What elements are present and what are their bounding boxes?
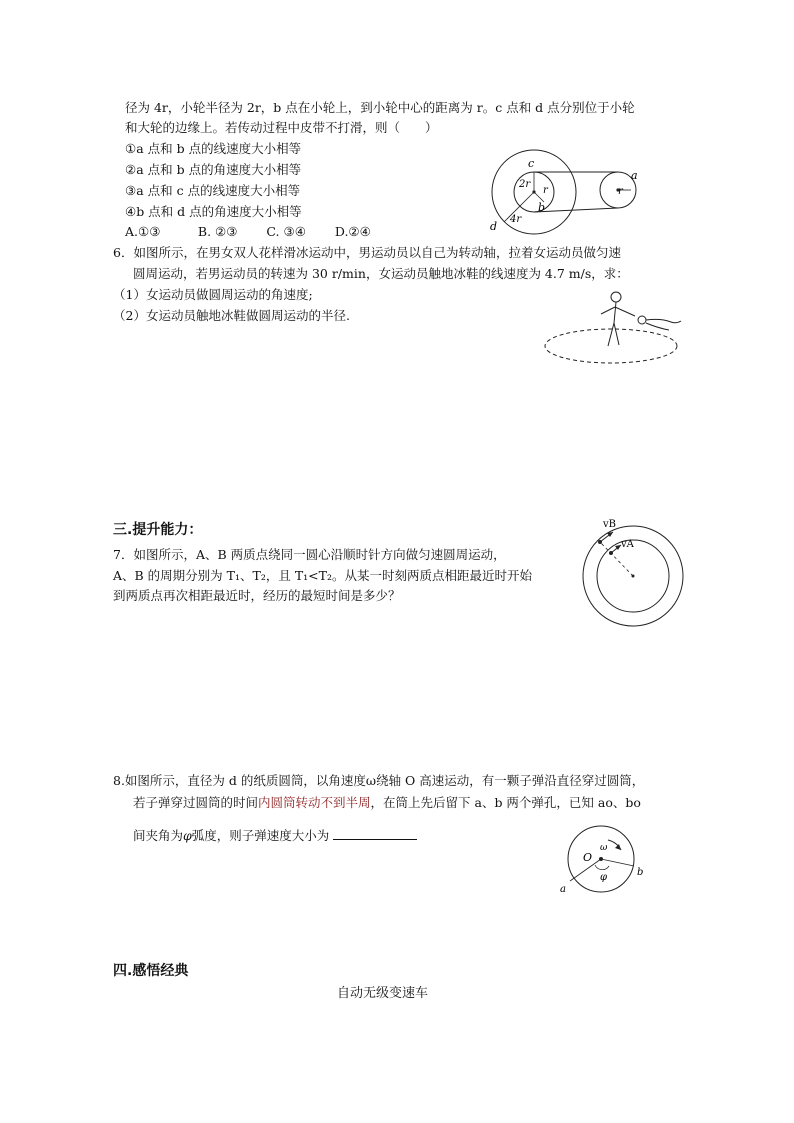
q6-sub2: （2）女运动员触地冰鞋做圆周运动的半径. [113,308,350,323]
label-r-small: r [543,185,548,196]
q8-highlight: 内圆筒转动不到半周 [258,795,371,810]
label-vb: vB [603,519,616,530]
label-c: c [528,157,535,170]
section4-heading: 四.感悟经典 [113,963,189,979]
label-o: O [583,851,593,864]
label-va: vA [621,539,634,550]
q7-line1: 7．如图所示，A、B 两质点绕同一圆心沿顺时针方向做匀速圆周运动， [113,547,506,562]
q7-line2: A、B 的周期分别为 T₁、T₂，且 T₁<T₂。从某一时刻两质点相距最近时开始 [113,568,533,583]
label-d: d [490,220,498,233]
q5-option-4: ④b 点和 d 点的角速度大小相等 [125,204,302,219]
q6-skaters-figure [543,288,683,368]
label-b: b [538,201,546,214]
q6-sub1: （1）女运动员做圆周运动的角速度; [113,287,313,302]
label-r-right: r [618,186,623,197]
label-a: a [560,884,566,895]
q5-option-1: ①a 点和 b 点的线速度大小相等 [125,141,302,156]
label-4r: 4r [510,214,522,225]
q5-choices: A.①③ B. ②③ C. ③④ D.②④ [125,224,371,239]
label-a: a [631,169,638,182]
q7-line3: 到两质点再次相距最近时，经历的最短时间是多少？ [113,588,401,603]
label-phi: φ [600,872,608,883]
q5-line2: 和大轮的边缘上。若传动过程中皮带不打滑，则（ ） [125,120,438,135]
q8-line3: 间夹角为φ弧度，则子弹速度大小为 [133,826,417,846]
q8-line1: 8.如图所示，直径为 d 的纸质圆筒，以角速度ω绕轴 O 高速运动，有一颗子弹沿直径穿过圆筒， [113,773,645,788]
q8-cylinder-figure [558,828,658,898]
label-2r: 2r [519,179,531,190]
label-b: b [637,867,644,878]
q8-phi: φ [183,828,192,843]
q8-line2: 若子弹穿过圆筒的时间内圆筒转动不到半周，在筒上先后留下 a、b 两个弹孔，已知 ao、bo [133,795,641,810]
q6-line1: 6．如图所示，在男女双人花样滑冰运动中，男运动员以自己为转动轴，拉着女运动员做匀速 [113,245,621,260]
q5-line1: 径为 4r，小轮半径为 2r，b 点在小轮上，到小轮中心的距离为 r。c 点和 d 点分别位于小轮 [125,100,635,115]
q5-option-3: ③a 点和 c 点的线速度大小相等 [125,183,301,198]
section4-subtitle: 自动无级变速车 [337,986,429,1001]
q5-option-2: ②a 点和 b 点的角速度大小相等 [125,162,302,177]
q6-line2: 圆周运动，若男运动员的转速为 30 r/min，女运动员触地冰鞋的线速度为 4.7 m/s，求： [133,266,629,281]
q5-belt-drive-figure [486,148,686,238]
q8-answer-blank[interactable] [333,827,417,840]
label-omega: ω [600,843,608,853]
section3-heading: 三.提升能力： [113,522,203,538]
q7-concentric-figure [565,518,685,628]
belt-bottom [534,208,618,212]
